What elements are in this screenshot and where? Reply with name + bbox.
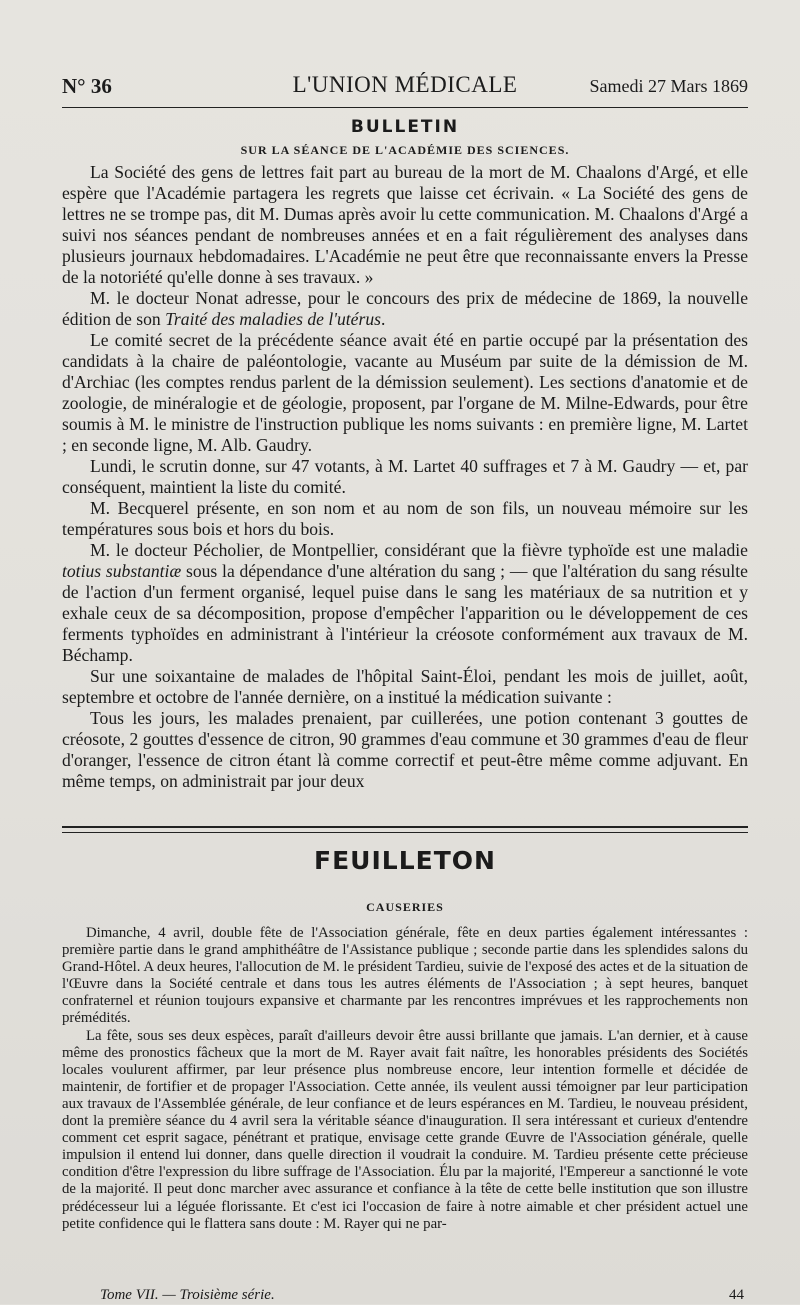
bulletin-paragraph: La Société des gens de lettres fait part au bureau de la mort de M. Chaalons d'Argé, et elle espère que l'Académie partagera les regrets que laisse cet écrivain. « La Société des gens de lettres ne se trompe pas, dit M. Dumas après avoir lu cette communication. M. Chaalons d'Argé a suivi nos séances pendant de nombreuses années et en a fait régulièrement des analyses dans plusieurs journaux hebdomadaires. L'Académie ne peut être que reconnaissante envers la Presse de la notoriété qu'elle donne à ses travaux. » bbox=[62, 162, 748, 287]
section-divider bbox=[62, 826, 748, 833]
bulletin-paragraph: Sur une soixantaine de malades de l'hôpital Saint-Éloi, pendant les mois de juillet, août, septembre et octobre de l'année dernière, on a institué la médication suivante : bbox=[62, 666, 748, 707]
feuilleton-paragraph: Dimanche, 4 avril, double fête de l'Association générale, fête en deux parties également intéressantes : première partie dans le grand amphithéâtre de l'Assistance publique ; seconde partie dans les splendides salons du Grand-Hôtel. A deux heures, l'allocution de M. le président Tardieu, suivie de l'exposé des actes et de la situation de l'Œuvre dans la Société centrale et dans tous les autres éléments de l'Association ; à sept heures, banquet confraternel et réunion toujours expansive et charmante par les rencontres imprévues et les rapprochements non prémédités. bbox=[62, 925, 748, 1027]
latin-term: totius substantiæ bbox=[62, 561, 182, 581]
bulletin-paragraph bbox=[62, 540, 748, 666]
bulletin-paragraph bbox=[62, 288, 748, 330]
issue-date: Samedi 27 Mars 1869 bbox=[589, 76, 748, 96]
newspaper-title: L'UNION MÉDICALE bbox=[292, 72, 518, 97]
bulletin-paragraph: Tous les jours, les malades prenaient, par cuillerées, une potion contenant 3 gouttes de créosote, 2 gouttes d'essence de citron, 90 grammes d'eau commune et 30 grammes d'eau de fleur d'oranger, l'essence de citron étant là comme correctif et peut-être même comme adjuvant. En même temps, on administrait par jour deux bbox=[62, 708, 748, 791]
feuilleton-heading: FEUILLETON bbox=[314, 846, 496, 875]
masthead bbox=[62, 70, 748, 104]
signature-number: 44 bbox=[729, 1287, 744, 1303]
bulletin-paragraph: Lundi, le scrutin donne, sur 47 votants, à M. Lartet 40 suffrages et 7 à M. Gaudry — et, par conséquent, maintient la liste du comité. bbox=[62, 456, 748, 497]
paragraph-text: sous la dépendance d'une altération du sang ; — que l'altération du sang résulte de l'action d'un ferment organisé, lequel puise dans le sang les matériaux de sa nutrition et y exhale ceux de sa décomposition, propose d'empêcher l'apparition ou le développement de ces ferments typhoïdes en administrant à l'intérieur la créosote conformément aux travaux de M. Béchamp. bbox=[62, 561, 748, 665]
page-footer bbox=[100, 1287, 744, 1305]
bulletin-subheading: SUR LA SÉANCE DE L'ACADÉMIE DES SCIENCES. bbox=[240, 143, 570, 157]
feuilleton-section bbox=[62, 846, 748, 1233]
bulletin-paragraph: Le comité secret de la précédente séance avait été en partie occupé par la présentation des candidats à la chaire de paléontologie, vacante au Muséum par suite de la démission de M. d'Archiac (les comptes rendus parlent de la démission seulement). Les sections d'anatomie et de zoologie, de minéralogie et de géologie, proposent, par l'organe de M. Milne-Edwards, pour être soumis à M. le ministre de l'instruction publique les noms suivants : en première ligne, M. Lartet ; en seconde ligne, M. Alb. Gaudry. bbox=[62, 330, 748, 455]
bulletin-heading: BULLETIN bbox=[350, 117, 460, 137]
paragraph-text: M. le docteur Pécholier, de Montpellier, considérant que la fièvre typhoïde est une maladie bbox=[90, 540, 748, 560]
volume-info: Tome VII. — Troisième série. bbox=[100, 1287, 275, 1303]
feuilleton-paragraph: La fête, sous ses deux espèces, paraît d'ailleurs devoir être aussi brillante que jamais. L'an dernier, et à cause même des pronostics fâcheux que la mort de M. Rayer avait fait naître, les honorables présidents des Sociétés locales voulurent affirmer, par leur présence plus nombreuse encore, leur intention formelle et décidée de maintenir, de fortifier et de propager l'Association. Cette année, ils veulent aussi témoigner par leur participation aux travaux de l'Assemblée générale, de leur confiance et de leurs espérances en M. Tardieu, le nouveau président, dont la première séance du 4 avril sera la véritable séance d'inauguration. Il sera intéressant et curieux d'entendre comment cet esprit sagace, pénétrant et pratique, envisage cette grande Œuvre de l'Association générale, quelle impulsion il entend lui donner, dans quelle direction il voudrait la conduire. M. Tardieu présente cette précieuse condition d'être l'expression du libre suffrage de l'Association. Élu par la majorité, l'Empereur a sanctionné le vote de la majorité. Il peut donc marcher avec assurance et confiance à la tête de cette belle institution que son illustre prédécesseur lui a léguée florissante. Et c'est ici l'occasion de faire à notre aimable et cher président actuel une petite confidence qui le flattera sans doute : M. Rayer qui ne par- bbox=[62, 1027, 748, 1232]
paragraph-text: M. le docteur Nonat adresse, pour le concours des prix de médecine de 1869, la nouvelle édition de son bbox=[62, 288, 748, 329]
issue-number: N° 36 bbox=[62, 74, 112, 98]
paragraph-text: . bbox=[380, 309, 386, 329]
masthead-rule bbox=[62, 107, 748, 108]
bulletin-section bbox=[62, 117, 748, 792]
feuilleton-subheading: CAUSERIES bbox=[366, 900, 444, 914]
book-title: Traité des maladies de l'utérus bbox=[165, 309, 381, 329]
bulletin-paragraph: M. Becquerel présente, en son nom et au nom de son fils, un nouveau mémoire sur les températures sous bois et hors du bois. bbox=[62, 498, 748, 539]
